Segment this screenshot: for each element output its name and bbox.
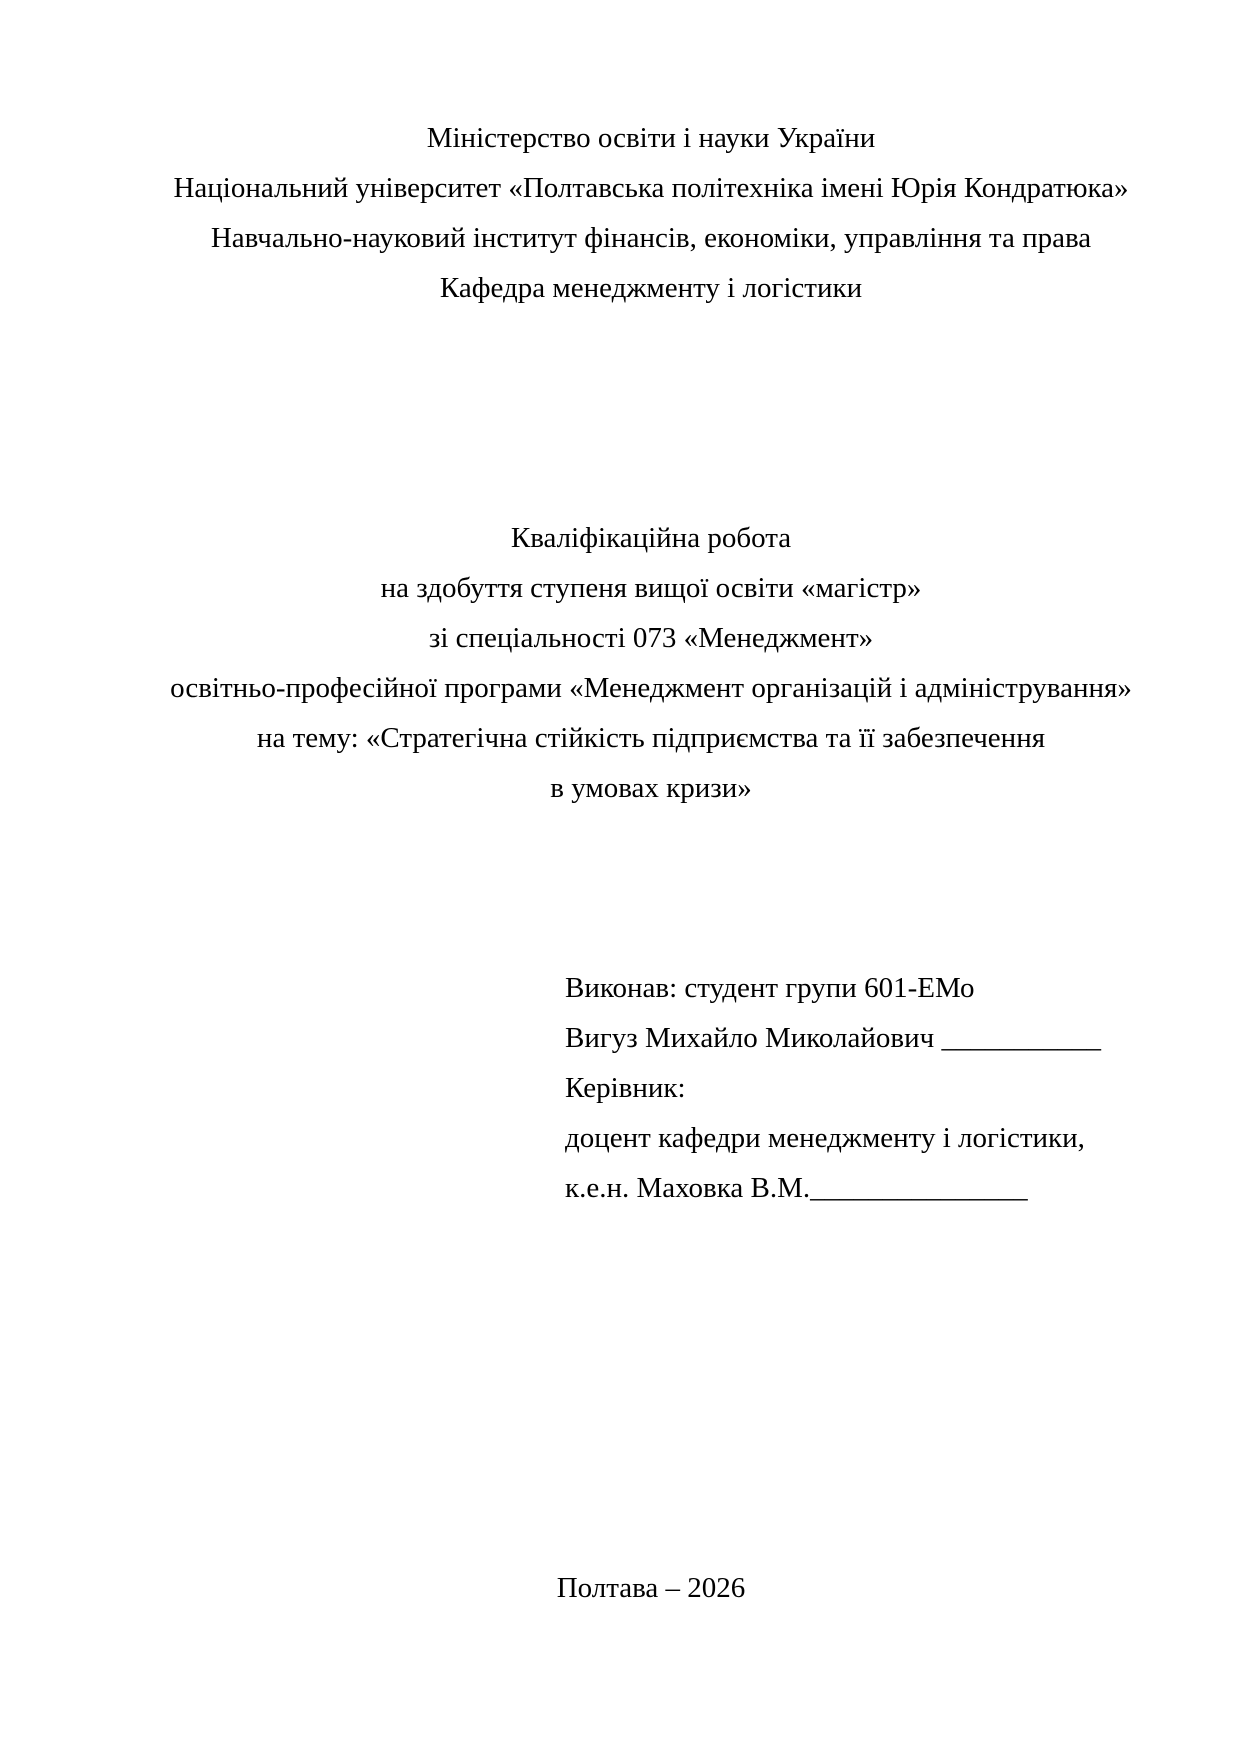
program-line: освітньо-професійної програми «Менеджмент організацій і адміністрування» xyxy=(170,672,1132,704)
specialty-line: зі спеціальності 073 «Менеджмент» xyxy=(428,622,874,654)
city-year-line: Полтава – 2026 xyxy=(556,1572,746,1604)
work-type-line: Кваліфікаційна робота xyxy=(510,522,792,554)
executor-line: Виконав: студент групи 601-ЕМо xyxy=(565,972,975,1004)
work-title-block xyxy=(135,513,1167,813)
institute-line: Навчально-науковий інститут фінансів, економіки, управління та права xyxy=(210,222,1092,254)
supervisor-label-line: Керівник: xyxy=(565,1072,686,1104)
student-name-line: Вигуз Михайло Миколайович ___________ xyxy=(565,1022,1101,1054)
university-line: Національний університет «Полтавська політехніка імені Юрія Кондратюка» xyxy=(173,172,1129,204)
department-line: Кафедра менеджменту і логістики xyxy=(439,272,863,304)
topic-line-2: в умовах кризи» xyxy=(550,772,752,804)
ministry-line: Міністерство освіти і науки України xyxy=(426,122,876,154)
topic-line-1: на тему: «Стратегічна стійкість підприємства та її забезпечення xyxy=(256,722,1046,754)
degree-line: на здобуття ступеня вищої освіти «магістр» xyxy=(380,572,922,604)
university-header xyxy=(135,113,1167,313)
supervisor-position-line: доцент кафедри менеджменту і логістики, xyxy=(565,1122,1085,1154)
page-content xyxy=(135,113,1167,1613)
signature-block xyxy=(135,963,1167,1213)
supervisor-name-line: к.е.н. Маховка В.М._______________ xyxy=(565,1172,1028,1204)
